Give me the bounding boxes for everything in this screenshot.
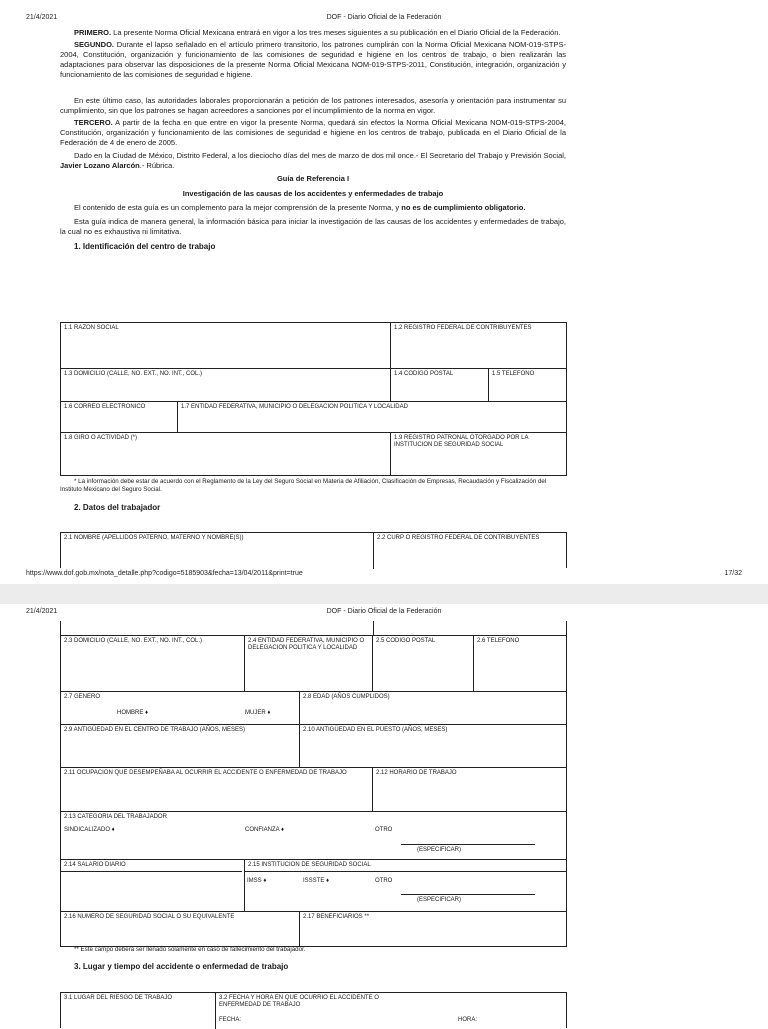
field-antiguedad-puesto[interactable]: 2.10 ANTIGÜEDAD EN EL PUESTO (AÑOS, MESES) (300, 725, 566, 768)
footer-url[interactable]: https://www.dof.gob.mx/nota_detalle.php?codigo=5185903&fecha=13/04/2011&print=true (26, 570, 303, 577)
worker-form-top (60, 532, 567, 568)
option-otro-institucion[interactable]: OTRO (375, 878, 393, 884)
field-domicilio[interactable]: 1.3 DOMICILIO (CALLE, NO. EXT., NO. INT., COL.) (61, 369, 391, 402)
tercero-paragraph: TERCERO. A partir de la fecha en que entre en vigor la presente Norma, quedará sin efectos la Norma Oficial Mexicana NOM-019-STPS-2004, Constitución, organización y funcionamiento de las comisiones de seguridad e higiene en los centros de trabajo, publicada en el Diario Oficial de la Federación de 4 de enero de 2005. (60, 118, 566, 148)
header-title: DOF - Diario Oficial de la Federación (326, 14, 442, 21)
option-otro[interactable]: OTRO (375, 827, 393, 833)
header-title: DOF - Diario Oficial de la Federación (326, 608, 442, 615)
segundo-paragraph: SEGUNDO. Durante el lapso señalado en el artículo primero transitorio, los patrones cumplirán con la Norma Oficial Mexicana NOM-019-STPS-2004, Constitución, organización y funcionamiento de las comisiones de seguridad e higiene en los centros de trabajo, o bien realizarán las adaptaciones para observar las disposiciones de la presente Norma Oficial Mexicana NOM-019-STPS-2011, Constitución, integración, organización y funcionamiento de las comisiones de seguridad e higiene. (60, 39, 566, 79)
form-continuation-left (60, 621, 61, 635)
section-3-title: 3. Lugar y tiempo del accidente o enfermedad de trabajo (74, 962, 289, 971)
field-edad[interactable]: 2.8 EDAD (AÑOS CUMPLIDOS) (300, 692, 566, 725)
field-categoria (61, 812, 566, 860)
document-page-18 (0, 604, 768, 1024)
especificar-label: (ESPECIFICAR) (417, 847, 462, 853)
page-separator (0, 584, 768, 604)
option-sindicalizado[interactable]: SINDICALIZADO ♦ (64, 827, 115, 833)
option-hombre[interactable]: HOMBRE ♦ (117, 710, 149, 716)
transitorios-block (60, 28, 566, 253)
header-date: 21/4/2021 (26, 608, 58, 615)
field-telefono[interactable]: 1.5 TELEFONO (489, 369, 566, 402)
guia-paragraph-2: Esta guía indica de manera general, la información básica para iniciar la investigación de las causas de los accidentes y enfermedades de trabajo, la cual no es exhaustiva ni limitativa. (60, 217, 566, 237)
section-1-title: 1. Identificación del centro de trabajo (74, 242, 216, 252)
field-institucion (245, 860, 566, 912)
field-ocupacion[interactable]: 2.11 OCUPACION QUE DESEMPEÑABA AL OCURRIR EL ACCIDENTE O ENFERMEDAD DE TRABAJO (61, 768, 373, 812)
field-telefono-trabajador[interactable]: 2.6 TELEFONO (474, 636, 566, 692)
option-issste[interactable]: ISSSTE ♦ (303, 878, 330, 884)
field-numero-seguridad-social[interactable]: 2.16 NUMERO DE SEGURIDAD SOCIAL O SU EQUIVALENTE (61, 912, 300, 946)
footer-page-number: 17/32 (724, 570, 742, 577)
categoria-label: 2.13 CATEGORIA DEL TRABAJADOR (64, 814, 167, 820)
field-razon-social[interactable]: 1.1 RAZON SOCIAL (61, 323, 391, 369)
field-giro[interactable]: 1.8 GIRO O ACTIVIDAD (*) (61, 433, 391, 475)
ultimo-caso-paragraph: En este último caso, las autoridades laborales proporcionarán a petición de los patrones interesados, asesoría y orientación para instrumentar su cumplimiento, sin que los patrones se hagan acreedores a sanciones por el incumplimiento de la norma en vigor. (60, 96, 566, 116)
field-entidad[interactable]: 1.7 ENTIDAD FEDERATIVA, MUNICIPIO O DELEGACION POLITICA Y LOCALIDAD (178, 402, 566, 433)
field-genero (61, 692, 300, 725)
guia-subtitle: Investigación de las causas de los accidentes y enfermedades de trabajo (182, 188, 444, 198)
section-1-note: * La información debe estar de acuerdo con el Reglamento de la Ley del Seguro Social en Materia de Afiliación, Clasificación de Empresas, Recaudación y Fiscalización del Instituto Mexicano del Seguro Social. (60, 478, 547, 494)
otro-institucion-line[interactable] (401, 894, 535, 895)
field-cp-trabajador[interactable]: 2.5 CODIGO POSTAL (373, 636, 474, 692)
especificar-institucion-label: (ESPECIFICAR) (417, 897, 462, 903)
guia-title: Guía de Referencia I (276, 173, 350, 183)
institucion-label: 2.15 INSTITUCION DE SEGURIDAD SOCIAL (248, 862, 371, 868)
workplace-form (60, 322, 567, 476)
guia-paragraph-1: El contenido de esta guía es un complemento para la mejor comprensión de la presente Norma, y no es de cumplimiento obligatorio. (74, 203, 526, 213)
otro-specify-line[interactable] (401, 844, 535, 845)
section-2-note: ** Este campo deberá ser llenado solamente en caso de fallecimiento del trabajador. (74, 946, 306, 953)
field-antiguedad-centro[interactable]: 2.9 ANTIGÜEDAD EN EL CENTRO DE TRABAJO (AÑOS, MESES) (61, 725, 300, 768)
section-2-title: 2. Datos del trabajador (74, 503, 161, 512)
option-mujer[interactable]: MUJER ♦ (245, 710, 271, 716)
field-registro-patronal[interactable]: 1.9 REGISTRO PATRONAL OTORGADO POR LA INSTITUCION DE SEGURIDAD SOCIAL (394, 435, 529, 449)
field-nombre[interactable]: 2.1 NOMBRE (APELLIDOS PATERNO, MATERNO Y NOMBRE(S)) (61, 533, 374, 569)
fecha-hora-label: 3.2 FECHA Y HORA EN QUE OCURRIO EL ACCIDENTE O ENFERMEDAD DE TRABAJO (219, 995, 379, 1009)
salario-label: 2.14 SALARIO DIARIO (64, 862, 126, 868)
option-imss[interactable]: IMSS ♦ (247, 878, 267, 884)
salario-divider (61, 871, 242, 872)
field-horario[interactable]: 2.12 HORARIO DE TRABAJO (373, 768, 566, 812)
form-continuation-right (566, 621, 567, 635)
field-salario (61, 860, 245, 912)
dado-paragraph: Dado en la Ciudad de México, Distrito Federal, a los dieciocho días del mes de marzo de dos mil once.- El Secretario del Trabajo y Previsión Social, Javier Lozano Alarcón.- Rúbrica. (60, 150, 566, 170)
field-correo[interactable]: 1.6 CORREO ELECTRONICO (61, 402, 178, 433)
field-domicilio-trabajador[interactable]: 2.3 DOMICILIO (CALLE, NO. EXT., NO. INT., COL.) (61, 636, 245, 692)
place-time-form (60, 992, 567, 1028)
field-lugar-riesgo[interactable]: 3.1 LUGAR DEL RIESGO DE TRABAJO (61, 993, 216, 1029)
institucion-divider (244, 871, 566, 872)
option-confianza[interactable]: CONFIANZA ♦ (245, 827, 285, 833)
primero-paragraph: PRIMERO. La presente Norma Oficial Mexicana entrará en vigor a los tres meses siguientes a su publicación en el Diario Oficial de la Federación. (74, 28, 561, 37)
field-entidad-trabajador[interactable]: 2.4 ENTIDAD FEDERATIVA, MUNICIPIO O DELEGACION POLITICA Y LOCALIDAD (245, 636, 373, 692)
form-continuation-mid (373, 621, 374, 635)
field-beneficiarios[interactable]: 2.17 BENEFICIARIOS ** (303, 914, 370, 920)
field-codigo-postal[interactable]: 1.4 CODIGO POSTAL (391, 369, 489, 402)
field-rfc[interactable]: 1.2 REGISTRO FEDERAL DE CONTRIBUYENTES (391, 323, 566, 369)
fecha-label[interactable]: FECHA: (219, 1017, 242, 1023)
header-date: 21/4/2021 (26, 14, 58, 21)
genero-label: 2.7 GENERO (64, 694, 101, 700)
worker-form (60, 635, 567, 947)
field-curp[interactable]: 2.2 CURP O REGISTRO FEDERAL DE CONTRIBUYENTES (377, 535, 540, 541)
hora-label[interactable]: HORA: (458, 1017, 478, 1023)
